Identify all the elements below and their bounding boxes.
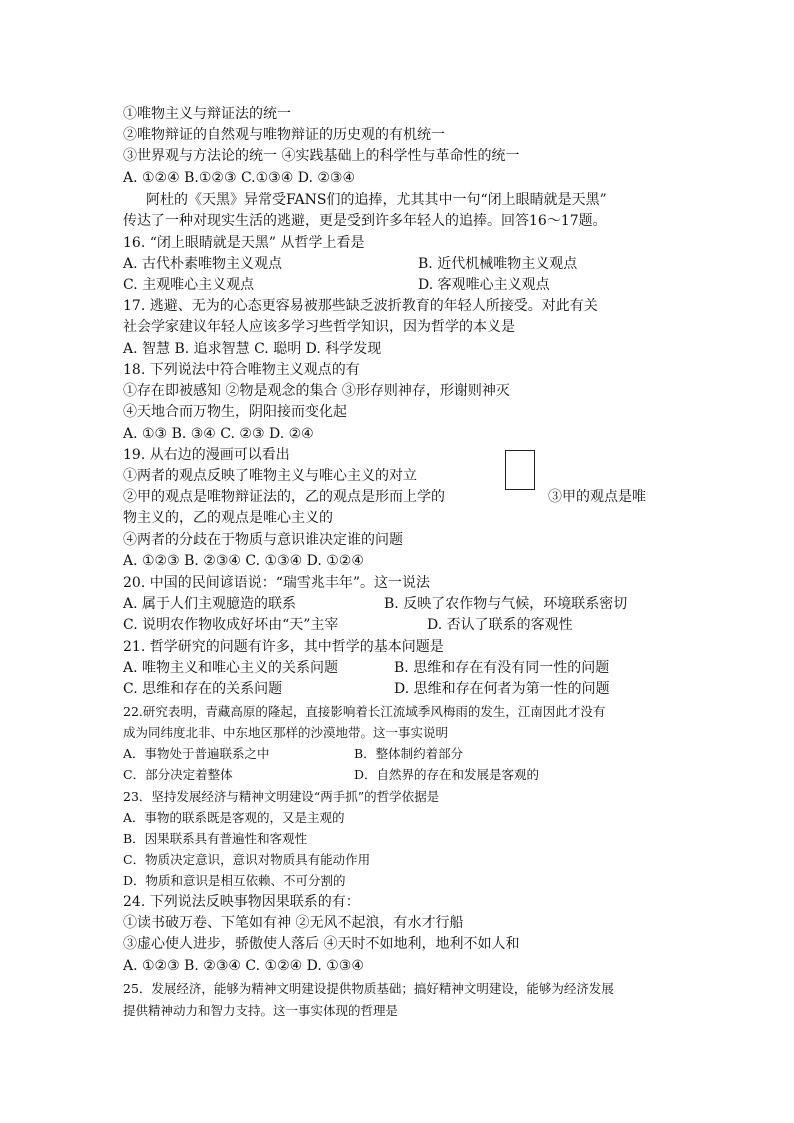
text-line: ②唯物辩证的自然观与唯物辩证的历史观的有机统一	[123, 127, 445, 143]
text-line: A. ①②④ B.①②③ C.①③④ D. ②③④	[123, 170, 355, 186]
question-23: 23．坚持发展经济与精神文明建设“两手抓”的哲学依据是	[123, 789, 440, 804]
option-a: A．事物的联系既是客观的，又是主观的	[123, 810, 345, 825]
option-b: B. 思维和存在有没有同一性的问题	[394, 660, 610, 676]
text-line: ③虚心使人进步，骄傲使人落后 ④天时不如地利，地利不如人和	[123, 936, 520, 952]
option-d: D. 客观唯心主义观点	[418, 277, 550, 293]
option-c: C．物质决定意识，意识对物质具有能动作用	[123, 852, 371, 867]
option-d: D. 否认了联系的客观性	[427, 617, 573, 633]
option-b: B．因果联系具有普遍性和客观性	[123, 831, 308, 846]
options-line: A. ①③ B. ③④ C. ②③ D. ②④	[123, 426, 314, 442]
question-24: 24. 下列说法反映事物因果联系的有：	[123, 894, 360, 910]
text-line: ①两者的观点反映了唯物主义与唯心主义的对立	[123, 468, 417, 484]
option-b: B．整体制约着部分	[354, 746, 464, 761]
option-a: A. 古代朴素唯物主义观点	[123, 256, 283, 272]
question-17: 17. 逃避、无为的心态更容易被那些缺乏波折教育的年轻人所接受。对此有关	[123, 298, 598, 314]
text-line: ③甲的观点是唯	[548, 489, 646, 505]
text-line: ②甲的观点是唯物辩证法的，乙的观点是形而上学的	[123, 489, 445, 505]
text-line: ④天地合而万物生，阴阳接而变化起	[123, 404, 347, 420]
option-a: A. 属于人们主观臆造的联系	[123, 596, 297, 612]
text-line: ④两者的分歧在于物质与意识谁决定谁的问题	[123, 532, 403, 548]
text-line: ③世界观与方法论的统一 ④实践基础上的科学性与革命性的统一	[123, 148, 520, 164]
option-c: C. 说明农作物收成好坏由“天”主宰	[123, 617, 339, 633]
text-line: ①唯物主义与辩证法的统一	[123, 106, 291, 122]
option-a: A. 唯物主义和唯心主义的关系问题	[123, 660, 339, 676]
text-line: ①读书破万卷、下笔如有神 ②无风不起浪，有水才行船	[123, 915, 464, 931]
text-line: 社会学家建议年轻人应该多学习些哲学知识，因为哲学的本义是	[123, 319, 515, 335]
text-line: 传达了一种对现实生活的逃避，更是受到许多年轻人的追捧。回答16～17题。	[123, 213, 607, 229]
text-line: 阿杜的《天黑》异常受FANS们的追捧，尤其其中一句“闭上眼睛就是天黑”	[146, 192, 607, 208]
options-line: A. 智慧 B. 追求智慧 C. 聪明 D. 科学发现	[123, 341, 382, 357]
options-line: A. ①②③ B. ②③④ C. ①③④ D. ①②④	[123, 553, 364, 569]
question-20: 20. 中国的民间谚语说：“瑞雪兆丰年”。这一说法	[123, 575, 431, 591]
question-18: 18. 下列说法中符合唯物主义观点的有	[123, 362, 360, 378]
option-d: D．物质和意识是相互依赖、不可分割的	[123, 873, 346, 888]
question-16: 16. “闭上眼睛就是天黑” 从哲学上看是	[123, 235, 365, 251]
question-25: 25．发展经济，能够为精神文明建设提供物质基础；搞好精神文明建设，能够为经济发展	[123, 981, 614, 996]
cartoon-placeholder	[505, 450, 535, 490]
text-line: 成为同纬度北非、中东地区那样的沙漠地带。这一事实说明	[123, 725, 449, 740]
options-line: A. ①②③ B. ②③④ C. ①②④ D. ①③④	[123, 958, 364, 974]
text-line: ①存在即被感知 ②物是观念的集合 ③形存则神存，形谢则神灭	[123, 383, 510, 399]
option-b: B. 近代机械唯物主义观点	[418, 256, 578, 272]
option-d: D. 思维和存在何者为第一性的问题	[394, 681, 610, 697]
question-22: 22.研究表明，青藏高原的隆起，直接影响着长江流域季风梅雨的发生，江南因此才没有	[123, 704, 606, 719]
option-c: C. 主观唯心主义观点	[123, 277, 255, 293]
option-c: C．部分决定着整体	[123, 767, 233, 782]
question-21: 21. 哲学研究的问题有许多，其中哲学的基本问题是	[123, 639, 444, 655]
option-a: A．事物处于普遍联系之中	[123, 746, 270, 761]
option-b: B. 反映了农作物与气候，环境联系密切	[384, 596, 628, 612]
option-c: C. 思维和存在的关系问题	[123, 681, 283, 697]
text-line: 提供精神动力和智力支持。这一事实体现的哲理是	[123, 1003, 399, 1018]
text-line: 物主义的，乙的观点是唯心主义的	[123, 510, 333, 526]
question-19: 19. 从右边的漫画可以看出	[123, 447, 290, 463]
option-d: D．自然界的存在和发展是客观的	[354, 767, 540, 782]
